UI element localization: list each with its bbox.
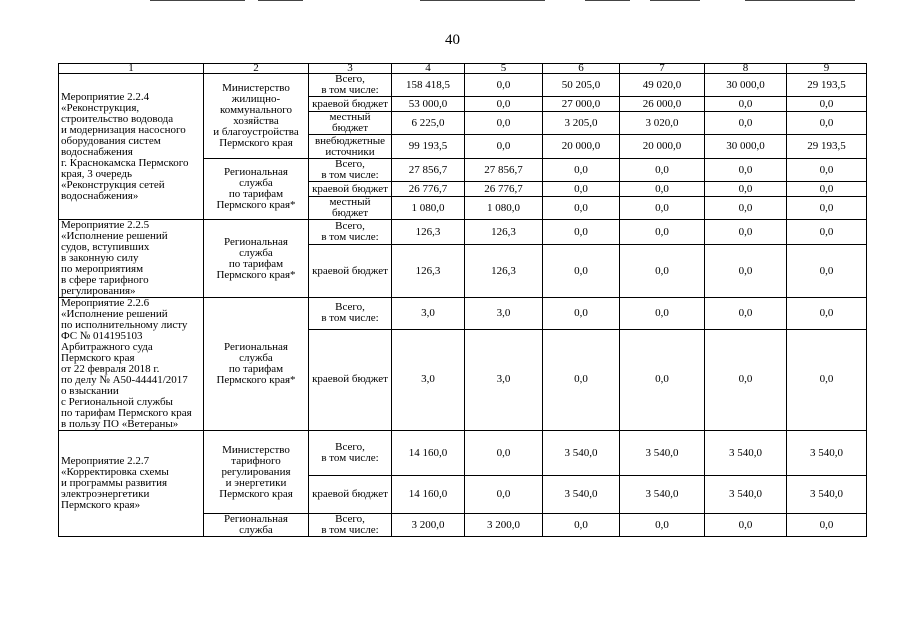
- table-row: [59, 74, 867, 97]
- top-rule: [585, 0, 630, 1]
- amount-cell: 158 418,5: [392, 74, 465, 97]
- amount-cell: 126,3: [465, 245, 543, 298]
- amount-cell: 50 205,0: [543, 74, 620, 97]
- amount-cell: 126,3: [465, 220, 543, 245]
- table-row: [59, 431, 867, 476]
- top-rule: [420, 0, 545, 1]
- amount-cell: 0,0: [705, 220, 787, 245]
- amount-cell: 3 540,0: [705, 476, 787, 514]
- amount-cell: 0,0: [787, 197, 867, 220]
- funding-source-cell: краевой бюджет: [309, 245, 392, 298]
- amount-cell: 3 540,0: [620, 431, 705, 476]
- amount-cell: 0,0: [620, 514, 705, 537]
- amount-cell: 30 000,0: [705, 74, 787, 97]
- amount-cell: 0,0: [620, 220, 705, 245]
- amount-cell: 0,0: [705, 514, 787, 537]
- funding-source-cell: краевой бюджет: [309, 97, 392, 112]
- amount-cell: 26 776,7: [392, 182, 465, 197]
- amount-cell: 0,0: [620, 159, 705, 182]
- amount-cell: 0,0: [465, 476, 543, 514]
- amount-cell: 14 160,0: [392, 476, 465, 514]
- amount-cell: 26 776,7: [465, 182, 543, 197]
- header-cell: 4: [392, 64, 465, 74]
- amount-cell: 20 000,0: [543, 135, 620, 159]
- table-row: [59, 298, 867, 330]
- amount-cell: 20 000,0: [620, 135, 705, 159]
- funding-source-cell: краевой бюджет: [309, 329, 392, 430]
- amount-cell: 0,0: [543, 514, 620, 537]
- amount-cell: 0,0: [705, 112, 787, 135]
- top-rule: [650, 0, 700, 1]
- amount-cell: 3 200,0: [465, 514, 543, 537]
- amount-cell: 0,0: [787, 182, 867, 197]
- amount-cell: 0,0: [620, 182, 705, 197]
- amount-cell: 0,0: [620, 298, 705, 330]
- event-name-cell: Мероприятие 2.2.4 «Реконструкция, строительство водовода и модернизация насосного оборудования систем водоснабжения г. Краснокамска Пермского края, 3 очередь «Реконструкция сетей водоснабжения»: [59, 74, 204, 220]
- funding-source-cell: местный бюджет: [309, 197, 392, 220]
- header-row: [59, 64, 867, 74]
- amount-cell: 0,0: [787, 159, 867, 182]
- budget-table: [58, 63, 867, 537]
- event-name-cell: Мероприятие 2.2.6 «Исполнение решений по исполнительному листу ФС № 014195103 Арбитражного суда Пермского края от 22 февраля 2018 г. по делу № А50-44441/2017 о взыскании с Региональной службы по тарифам Пермского края в пользу ПО «Ветераны»: [59, 298, 204, 431]
- amount-cell: 0,0: [543, 329, 620, 430]
- amount-cell: 99 193,5: [392, 135, 465, 159]
- amount-cell: 0,0: [787, 112, 867, 135]
- amount-cell: 0,0: [787, 97, 867, 112]
- amount-cell: 26 000,0: [620, 97, 705, 112]
- funding-source-cell: Всего, в том числе:: [309, 431, 392, 476]
- amount-cell: 3 540,0: [543, 476, 620, 514]
- header-cell: 6: [543, 64, 620, 74]
- amount-cell: 0,0: [705, 197, 787, 220]
- amount-cell: 0,0: [705, 245, 787, 298]
- amount-cell: 0,0: [620, 245, 705, 298]
- amount-cell: 0,0: [543, 159, 620, 182]
- amount-cell: 49 020,0: [620, 74, 705, 97]
- executor-cell: Министерство жилищно- коммунального хозяйства и благоустройства Пермского края: [204, 74, 309, 159]
- funding-source-cell: Всего, в том числе:: [309, 220, 392, 245]
- amount-cell: 1 080,0: [465, 197, 543, 220]
- amount-cell: 0,0: [543, 197, 620, 220]
- header-cell: 1: [59, 64, 204, 74]
- funding-source-cell: Всего, в том числе:: [309, 74, 392, 97]
- amount-cell: 0,0: [465, 112, 543, 135]
- amount-cell: 6 225,0: [392, 112, 465, 135]
- amount-cell: 0,0: [787, 514, 867, 537]
- amount-cell: 3 020,0: [620, 112, 705, 135]
- amount-cell: 0,0: [543, 245, 620, 298]
- top-rule: [150, 0, 245, 1]
- amount-cell: 0,0: [465, 431, 543, 476]
- funding-source-cell: Всего, в том числе:: [309, 298, 392, 330]
- header-cell: 8: [705, 64, 787, 74]
- amount-cell: 3,0: [392, 329, 465, 430]
- amount-cell: 3 540,0: [787, 476, 867, 514]
- amount-cell: 0,0: [465, 135, 543, 159]
- executor-cell: Региональная служба по тарифам Пермского края*: [204, 159, 309, 220]
- amount-cell: 0,0: [620, 329, 705, 430]
- executor-cell: Министерство тарифного регулирования и энергетики Пермского края: [204, 431, 309, 514]
- amount-cell: 0,0: [465, 74, 543, 97]
- amount-cell: 3,0: [392, 298, 465, 330]
- amount-cell: 0,0: [787, 245, 867, 298]
- amount-cell: 30 000,0: [705, 135, 787, 159]
- amount-cell: 0,0: [787, 329, 867, 430]
- executor-cell: Региональная служба по тарифам Пермского края*: [204, 298, 309, 431]
- amount-cell: 14 160,0: [392, 431, 465, 476]
- amount-cell: 0,0: [705, 182, 787, 197]
- amount-cell: 0,0: [705, 159, 787, 182]
- amount-cell: 27 000,0: [543, 97, 620, 112]
- executor-cell: Региональная служба по тарифам Пермского края*: [204, 220, 309, 298]
- amount-cell: 126,3: [392, 220, 465, 245]
- header-cell: 7: [620, 64, 705, 74]
- amount-cell: 0,0: [620, 197, 705, 220]
- header-cell: 9: [787, 64, 867, 74]
- amount-cell: 3 540,0: [787, 431, 867, 476]
- top-rule: [258, 0, 303, 1]
- page-number: 40: [445, 32, 460, 48]
- header-cell: 2: [204, 64, 309, 74]
- amount-cell: 3 540,0: [543, 431, 620, 476]
- amount-cell: 0,0: [543, 220, 620, 245]
- event-name-cell: Мероприятие 2.2.5 «Исполнение решений судов, вступивших в законную силу по мероприятиям в сфере тарифного регулирования»: [59, 220, 204, 298]
- amount-cell: 3 205,0: [543, 112, 620, 135]
- amount-cell: 126,3: [392, 245, 465, 298]
- amount-cell: 3,0: [465, 298, 543, 330]
- amount-cell: 1 080,0: [392, 197, 465, 220]
- amount-cell: 29 193,5: [787, 74, 867, 97]
- amount-cell: 27 856,7: [465, 159, 543, 182]
- amount-cell: 3 540,0: [620, 476, 705, 514]
- amount-cell: 29 193,5: [787, 135, 867, 159]
- amount-cell: 53 000,0: [392, 97, 465, 112]
- header-cell: 5: [465, 64, 543, 74]
- amount-cell: 0,0: [705, 329, 787, 430]
- amount-cell: 0,0: [543, 182, 620, 197]
- top-rule: [745, 0, 855, 1]
- funding-source-cell: краевой бюджет: [309, 182, 392, 197]
- amount-cell: 0,0: [465, 97, 543, 112]
- funding-source-cell: Всего, в том числе:: [309, 514, 392, 537]
- funding-source-cell: краевой бюджет: [309, 476, 392, 514]
- funding-source-cell: местный бюджет: [309, 112, 392, 135]
- amount-cell: 3,0: [465, 329, 543, 430]
- event-name-cell: Мероприятие 2.2.7 «Корректировка схемы и программы развития электроэнергетики Пермского края»: [59, 431, 204, 537]
- executor-cell: Региональная служба: [204, 514, 309, 537]
- amount-cell: 3 540,0: [705, 431, 787, 476]
- table-row: [59, 220, 867, 245]
- header-cell: 3: [309, 64, 392, 74]
- amount-cell: 27 856,7: [392, 159, 465, 182]
- funding-source-cell: Всего, в том числе:: [309, 159, 392, 182]
- amount-cell: 0,0: [787, 220, 867, 245]
- amount-cell: 0,0: [787, 298, 867, 330]
- funding-source-cell: внебюджетные источники: [309, 135, 392, 159]
- amount-cell: 0,0: [705, 298, 787, 330]
- amount-cell: 3 200,0: [392, 514, 465, 537]
- amount-cell: 0,0: [543, 298, 620, 330]
- amount-cell: 0,0: [705, 97, 787, 112]
